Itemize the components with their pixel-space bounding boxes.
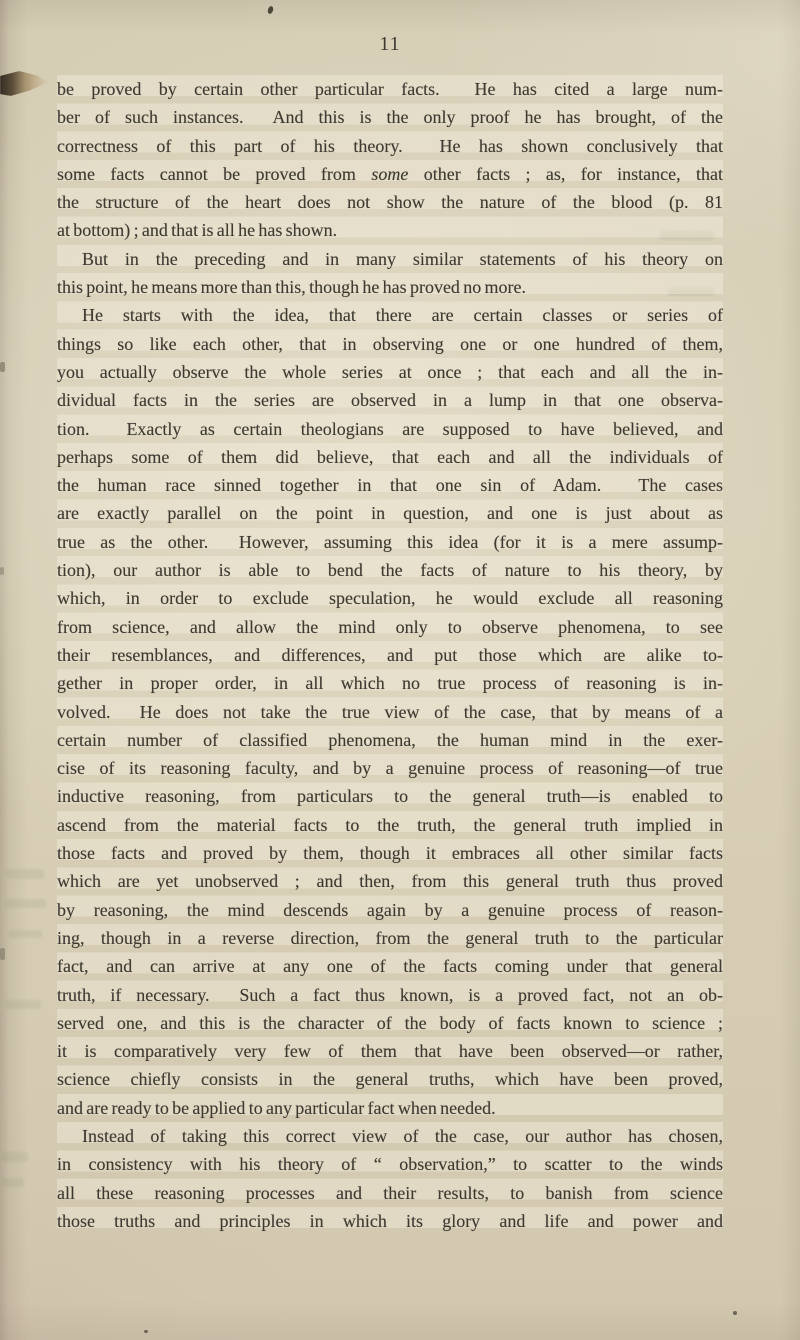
text-line: this point, he means more than this, though he has proved no more. (57, 277, 527, 298)
text-line: dividual facts in the series are observed in a lump in that one observa- (57, 390, 723, 411)
text-line: tion), our author is able to bend the facts of nature to his theory, by (57, 560, 723, 581)
text-line: their resemblances, and differences, and put those which are alike to- (57, 644, 723, 665)
ink-speck (733, 1311, 737, 1315)
text-line: those facts and proved by them, though it embraces all other similar facts (57, 843, 723, 864)
ink-speck (0, 948, 5, 960)
text-line: you actually observe the whole series at once ; that each and all the in- (57, 361, 723, 382)
text-line: which, in order to exclude speculation, he would exclude all reasoning (57, 588, 723, 609)
text-line: some facts cannot be proved from some other facts ; as, for instance, that (57, 163, 724, 184)
bleed-through-mark (8, 930, 42, 938)
text-line: cise of its reasoning faculty, and by a genuine process of reasoning—of true (57, 758, 723, 779)
text-line: at bottom) ; and that is all he has shown. (57, 220, 338, 241)
bleed-through-mark (6, 869, 44, 879)
text-line: the structure of the heart does not show the nature of the blood (p. 81 (57, 192, 723, 213)
text-line: gether in proper order, in all which no true process of reasoning is in- (57, 673, 723, 694)
bleed-through-mark (2, 1152, 28, 1162)
text-line: fact, and can arrive at any one of the facts coming under that general (57, 956, 723, 977)
text-line: inductive reasoning, from particulars to the general truth—is enabled to (57, 786, 723, 807)
ink-speck (267, 5, 274, 14)
text-line: it is comparatively very few of them that have been observed—or rather, (57, 1041, 723, 1062)
ink-speck (144, 1330, 148, 1333)
text-line: Instead of taking this correct view of the case, our author has chosen, (82, 1125, 723, 1146)
paper-stain (0, 71, 48, 96)
text-line: in consistency with his theory of “ observation,” to scatter to the winds (57, 1154, 723, 1175)
text-line: things so like each other, that in observing one or one hundred of them, (57, 333, 723, 354)
text-block (57, 75, 723, 1235)
text-line: perhaps some of them did believe, that each and all the individuals of (57, 446, 723, 467)
text-line: truth, if necessary. Such a fact thus known, is a proved fact, not an ob- (57, 984, 723, 1005)
text-line: ber of such instances. And this is the only proof he has brought, of the (57, 107, 723, 128)
bleed-through-mark (2, 1178, 24, 1187)
text-line: are exactly parallel on the point in question, and one is just about as (57, 503, 723, 524)
text-line: those truths and principles in which its glory and life and power and (57, 1210, 723, 1231)
text-line: certain number of classified phenomena, the human mind in the exer- (57, 729, 723, 750)
text-line: served one, and this is the character of the body of facts known to science ; (57, 1012, 723, 1033)
text-line: and are ready to be applied to any particular fact when needed. (57, 1097, 496, 1118)
text-line: volved. He does not take the true view of the case, that by means of a (57, 701, 723, 722)
text-line: ing, though in a reverse direction, from the general truth to the particular (57, 927, 723, 948)
text-line: science chiefly consists in the general truths, which have been proved, (57, 1069, 723, 1090)
text-line: ascend from the material facts to the truth, the general truth implied in (57, 814, 723, 835)
text-line: which are yet unobserved ; and then, from this general truth thus proved (57, 871, 723, 892)
text-line: true as the other. However, assuming this idea (for it is a mere assump- (57, 531, 723, 552)
page-number: 11 (379, 33, 401, 55)
text-line: He starts with the idea, that there are certain classes or series of (82, 305, 723, 326)
text-line: by reasoning, the mind descends again by a genuine process of reason- (57, 899, 723, 920)
text-line: the human race sinned together in that one sin of Adam. The cases (57, 475, 723, 496)
text-line: correctness of this part of his theory. He has shown conclusively that (57, 135, 723, 156)
bleed-through-mark (5, 1000, 41, 1009)
text-line: all these reasoning processes and their results, to banish from science (57, 1182, 723, 1203)
ink-speck (0, 567, 4, 575)
text-line: from science, and allow the mind only to observe phenomena, to see (57, 616, 723, 637)
bleed-through-mark (5, 899, 46, 908)
text-line: tion. Exactly as certain theologians are supposed to have believed, and (57, 418, 723, 439)
text-line: be proved by certain other particular facts. He has cited a large num- (57, 79, 723, 99)
text-line: But in the preceding and in many similar statements of his theory on (82, 248, 723, 269)
ink-speck (0, 362, 5, 372)
